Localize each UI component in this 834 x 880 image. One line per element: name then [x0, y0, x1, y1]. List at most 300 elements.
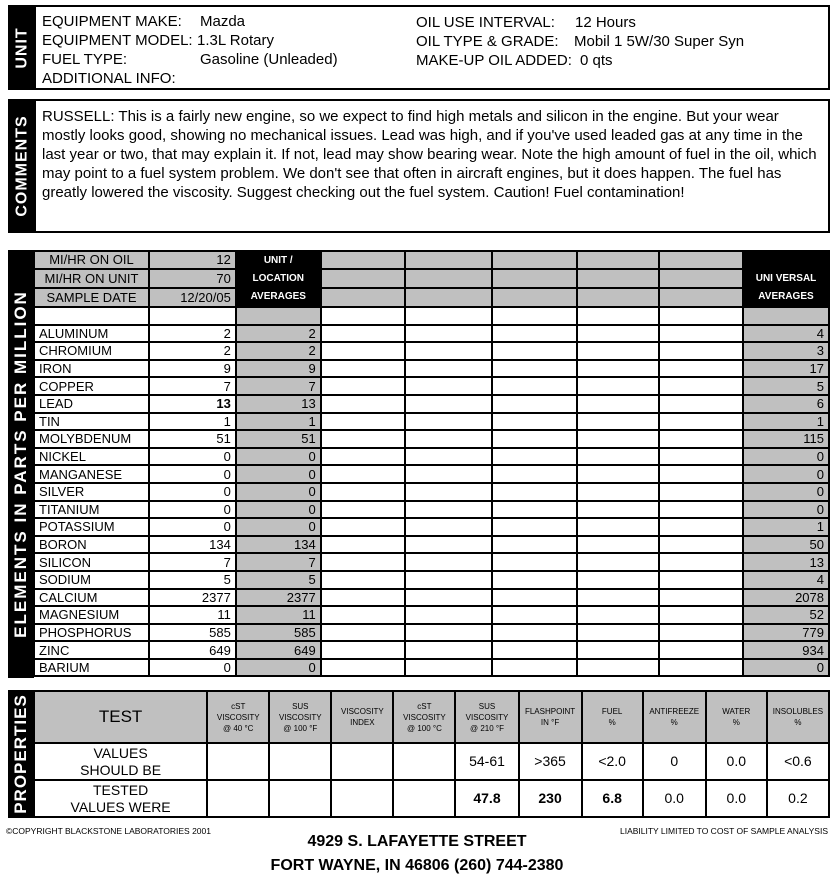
- header-line: FLASHPOINT: [524, 707, 576, 716]
- element-history-cell: [659, 589, 743, 607]
- element-history-cell: [492, 641, 577, 659]
- element-universal-average: 6: [743, 395, 829, 413]
- element-value: 134: [149, 536, 236, 554]
- element-history-cell: [492, 659, 577, 677]
- spacer-cell: [405, 307, 492, 325]
- equipment-make: EQUIPMENT MAKE: Mazda: [42, 13, 246, 30]
- element-history-cell: [321, 377, 406, 395]
- element-history-cell: [321, 589, 406, 607]
- tested-values-row: [34, 780, 829, 817]
- element-row: [34, 430, 829, 448]
- blank-sample-cell: [321, 288, 406, 307]
- element-row: [34, 659, 829, 677]
- element-name: ZINC: [34, 641, 149, 659]
- element-universal-average: 52: [743, 606, 829, 624]
- element-universal-average: 4: [743, 571, 829, 589]
- header-line: WATER: [722, 707, 751, 716]
- header-line: @ 40 °C: [223, 723, 254, 733]
- element-history-cell: [492, 589, 577, 607]
- property-value: 54-61: [455, 743, 518, 780]
- header-line: VISCOSITY: [216, 712, 260, 722]
- element-universal-average: 779: [743, 624, 829, 642]
- blank-sample-cell: [405, 251, 492, 269]
- element-history-cell: [492, 465, 577, 483]
- element-unit-average: 0: [236, 518, 321, 536]
- element-universal-average: 0: [743, 465, 829, 483]
- property-value: [269, 780, 331, 817]
- property-column-header: [393, 691, 455, 743]
- element-value: 0: [149, 659, 236, 677]
- element-history-cell: [405, 589, 492, 607]
- element-history-cell: [405, 360, 492, 378]
- property-column-header: [455, 691, 518, 743]
- element-row: [34, 395, 829, 413]
- element-value: 7: [149, 377, 236, 395]
- property-column-header: [269, 691, 331, 743]
- element-name: PHOSPHORUS: [34, 624, 149, 642]
- element-history-cell: [321, 641, 406, 659]
- element-name: MOLYBDENUM: [34, 430, 149, 448]
- property-value: <2.0: [582, 743, 643, 780]
- element-name: ALUMINUM: [34, 325, 149, 343]
- element-unit-average: 0: [236, 483, 321, 501]
- address-line-1: 4929 S. LAFAYETTE STREET: [307, 833, 527, 850]
- element-history-cell: [659, 536, 743, 554]
- header-line: VISCOSITY: [403, 712, 446, 722]
- element-history-cell: [577, 377, 660, 395]
- element-name: SILVER: [34, 483, 149, 501]
- element-unit-average: 649: [236, 641, 321, 659]
- sample-info-row: [34, 269, 829, 288]
- property-column-header: [643, 691, 706, 743]
- sample-info-label: MI/HR ON UNIT: [34, 269, 149, 288]
- element-value: 9: [149, 360, 236, 378]
- element-value: 0: [149, 448, 236, 466]
- element-history-cell: [492, 624, 577, 642]
- element-row: [34, 325, 829, 343]
- element-history-cell: [405, 395, 492, 413]
- spacer-cell: [149, 307, 236, 325]
- element-name: BORON: [34, 536, 149, 554]
- element-row: [34, 483, 829, 501]
- blank-sample-cell: [321, 269, 406, 288]
- blank-sample-cell: [577, 269, 660, 288]
- element-universal-average: 0: [743, 659, 829, 677]
- blank-sample-cell: [321, 251, 406, 269]
- element-universal-average: 17: [743, 360, 829, 378]
- element-history-cell: [405, 659, 492, 677]
- element-history-cell: [405, 624, 492, 642]
- element-unit-average: 13: [236, 395, 321, 413]
- element-history-cell: [321, 360, 406, 378]
- properties-table: [33, 690, 830, 818]
- element-row: [34, 589, 829, 607]
- element-row: [34, 624, 829, 642]
- sample-info-value: 70: [149, 269, 236, 288]
- element-history-cell: [659, 413, 743, 431]
- element-name: TIN: [34, 413, 149, 431]
- element-history-cell: [405, 413, 492, 431]
- element-history-cell: [321, 430, 406, 448]
- element-history-cell: [321, 606, 406, 624]
- spacer-cell: [34, 307, 149, 325]
- element-universal-average: 2078: [743, 589, 829, 607]
- element-history-cell: [321, 624, 406, 642]
- element-row: [34, 571, 829, 589]
- element-name: TITANIUM: [34, 501, 149, 519]
- unit-section: [8, 5, 830, 90]
- element-name: CHROMIUM: [34, 342, 149, 360]
- additional-info: ADDITIONAL INFO:: [42, 70, 176, 87]
- header-line: ANTIFREEZE: [649, 707, 700, 716]
- property-value: 6.8: [582, 780, 643, 817]
- property-column-header: [767, 691, 829, 743]
- elements-section-label: ELEMENTS IN PARTS PER MILLION: [8, 250, 34, 678]
- element-history-cell: [659, 483, 743, 501]
- property-value: >365: [519, 743, 582, 780]
- element-history-cell: [405, 606, 492, 624]
- element-universal-average: 0: [743, 448, 829, 466]
- element-history-cell: [405, 325, 492, 343]
- element-history-cell: [577, 571, 660, 589]
- element-universal-average: 115: [743, 430, 829, 448]
- element-history-cell: [577, 325, 660, 343]
- element-unit-average: 0: [236, 659, 321, 677]
- row-label-line: VALUES: [93, 744, 148, 761]
- element-history-cell: [492, 413, 577, 431]
- element-history-cell: [405, 465, 492, 483]
- header-line: @ 100 °C: [406, 723, 442, 733]
- header-line: SUS: [292, 701, 309, 711]
- element-unit-average: 585: [236, 624, 321, 642]
- element-universal-average: 5: [743, 377, 829, 395]
- element-history-cell: [577, 501, 660, 519]
- header-line: UNI VERSAL: [755, 272, 817, 284]
- element-name: COPPER: [34, 377, 149, 395]
- element-unit-average: 5: [236, 571, 321, 589]
- element-history-cell: [405, 571, 492, 589]
- element-history-cell: [492, 360, 577, 378]
- element-history-cell: [321, 483, 406, 501]
- spacer-cell: [321, 307, 406, 325]
- universal-header-top: [743, 251, 829, 269]
- element-history-cell: [659, 377, 743, 395]
- element-history-cell: [659, 448, 743, 466]
- element-history-cell: [321, 501, 406, 519]
- element-name: SILICON: [34, 553, 149, 571]
- element-history-cell: [492, 430, 577, 448]
- property-column-header: [207, 691, 269, 743]
- element-row: [34, 377, 829, 395]
- element-row: [34, 606, 829, 624]
- element-value: 7: [149, 553, 236, 571]
- elements-section: [8, 250, 830, 678]
- element-universal-average: 1: [743, 518, 829, 536]
- element-history-cell: [577, 624, 660, 642]
- spacer-cell: [743, 307, 829, 325]
- element-unit-average: 0: [236, 448, 321, 466]
- header-line: VISCOSITY: [341, 707, 384, 716]
- element-history-cell: [577, 430, 660, 448]
- element-history-cell: [492, 483, 577, 501]
- properties-section: [8, 690, 830, 818]
- element-history-cell: [321, 571, 406, 589]
- element-history-cell: [659, 659, 743, 677]
- blank-sample-cell: [659, 251, 743, 269]
- element-unit-average: 134: [236, 536, 321, 554]
- element-history-cell: [492, 606, 577, 624]
- element-history-cell: [577, 395, 660, 413]
- header-line: SUS: [478, 701, 496, 711]
- header-line: INSOLUBLES: [772, 707, 824, 716]
- element-history-cell: [659, 624, 743, 642]
- header-line: INDEX: [350, 718, 375, 727]
- element-history-cell: [659, 430, 743, 448]
- element-history-cell: [321, 448, 406, 466]
- element-history-cell: [659, 518, 743, 536]
- blank-sample-cell: [659, 269, 743, 288]
- element-history-cell: [405, 501, 492, 519]
- element-unit-average: 0: [236, 465, 321, 483]
- spacer-cell: [577, 307, 660, 325]
- element-history-cell: [659, 325, 743, 343]
- element-universal-average: 0: [743, 483, 829, 501]
- universal-averages-header: [743, 269, 829, 307]
- element-value: 2377: [149, 589, 236, 607]
- element-history-cell: [659, 553, 743, 571]
- blank-sample-cell: [577, 288, 660, 307]
- property-column-header: [582, 691, 643, 743]
- element-history-cell: [321, 553, 406, 571]
- element-row: [34, 448, 829, 466]
- sample-info-value: 12: [149, 251, 236, 269]
- property-value: [207, 780, 269, 817]
- element-name: CALCIUM: [34, 589, 149, 607]
- element-history-cell: [405, 377, 492, 395]
- property-value: [207, 743, 269, 780]
- property-value: 47.8: [455, 780, 518, 817]
- spacer-cell: [492, 307, 577, 325]
- element-history-cell: [321, 536, 406, 554]
- unit-location-averages-header: [236, 251, 321, 307]
- element-history-cell: [492, 377, 577, 395]
- element-unit-average: 11: [236, 606, 321, 624]
- header-line: FUEL: [601, 707, 623, 716]
- element-history-cell: [492, 518, 577, 536]
- property-column-header: [519, 691, 582, 743]
- element-history-cell: [659, 465, 743, 483]
- header-line: %: [794, 718, 802, 727]
- header-line: AVERAGES: [758, 290, 814, 302]
- element-history-cell: [321, 413, 406, 431]
- element-history-cell: [405, 518, 492, 536]
- element-history-cell: [659, 641, 743, 659]
- element-name: NICKEL: [34, 448, 149, 466]
- element-value: 0: [149, 465, 236, 483]
- element-history-cell: [659, 360, 743, 378]
- property-value: [393, 743, 455, 780]
- property-value: [393, 780, 455, 817]
- sample-info-row: [34, 251, 829, 269]
- property-value: [331, 780, 393, 817]
- element-history-cell: [577, 518, 660, 536]
- element-value: 0: [149, 518, 236, 536]
- element-row: [34, 641, 829, 659]
- header-line: cST: [231, 701, 246, 711]
- element-row: [34, 360, 829, 378]
- elements-table: [33, 250, 830, 677]
- header-line: %: [608, 718, 616, 727]
- element-row: [34, 518, 829, 536]
- sample-info-label: MI/HR ON OIL: [34, 251, 149, 269]
- element-history-cell: [405, 448, 492, 466]
- header-line: UNIT /: [263, 255, 293, 266]
- blank-sample-cell: [405, 269, 492, 288]
- element-row: [34, 342, 829, 360]
- element-history-cell: [659, 395, 743, 413]
- element-name: LEAD: [34, 395, 149, 413]
- element-history-cell: [321, 659, 406, 677]
- element-history-cell: [577, 413, 660, 431]
- header-line: %: [732, 718, 740, 727]
- blank-sample-cell: [492, 288, 577, 307]
- header-line: VISCOSITY: [278, 712, 322, 722]
- header-line: cST: [417, 701, 432, 711]
- blank-sample-cell: [405, 288, 492, 307]
- element-history-cell: [405, 553, 492, 571]
- element-universal-average: 3: [743, 342, 829, 360]
- element-history-cell: [405, 342, 492, 360]
- spacer-row: [34, 307, 829, 325]
- property-value: 0.0: [706, 743, 767, 780]
- element-history-cell: [405, 483, 492, 501]
- element-history-cell: [659, 571, 743, 589]
- copyright-text: ©COPYRIGHT BLACKSTONE LABORATORIES 2001: [6, 826, 211, 836]
- element-value: 51: [149, 430, 236, 448]
- element-value: 0: [149, 483, 236, 501]
- element-unit-average: 2: [236, 325, 321, 343]
- element-unit-average: 9: [236, 360, 321, 378]
- header-line: LOCATION: [252, 273, 304, 284]
- element-history-cell: [492, 448, 577, 466]
- property-column-header: [706, 691, 767, 743]
- header-line: VISCOSITY: [465, 712, 509, 722]
- blank-sample-cell: [577, 251, 660, 269]
- equipment-model: EQUIPMENT MODEL: 1.3L Rotary: [42, 32, 274, 49]
- element-history-cell: [577, 360, 660, 378]
- property-value: 0.2: [767, 780, 829, 817]
- element-name: POTASSIUM: [34, 518, 149, 536]
- element-value: 649: [149, 641, 236, 659]
- makeup-oil-added: MAKE-UP OIL ADDED: 0 qts: [416, 52, 613, 69]
- element-unit-average: 7: [236, 377, 321, 395]
- element-value: 0: [149, 501, 236, 519]
- blank-sample-cell: [492, 251, 577, 269]
- row-label-line: SHOULD BE: [80, 761, 162, 778]
- element-value: 11: [149, 606, 236, 624]
- liability-text: LIABILITY LIMITED TO COST OF SAMPLE ANALYSIS: [619, 826, 828, 836]
- element-history-cell: [321, 518, 406, 536]
- properties-header-row: [34, 691, 829, 743]
- property-value: 0: [643, 743, 706, 780]
- element-history-cell: [405, 536, 492, 554]
- element-row: [34, 465, 829, 483]
- element-unit-average: 1: [236, 413, 321, 431]
- element-value: 13: [149, 395, 236, 413]
- element-unit-average: 2: [236, 342, 321, 360]
- comments-section: [8, 99, 830, 233]
- element-history-cell: [492, 501, 577, 519]
- row-label-line: VALUES WERE: [70, 798, 171, 815]
- element-history-cell: [577, 536, 660, 554]
- element-history-cell: [492, 536, 577, 554]
- header-line: %: [670, 718, 678, 727]
- test-header: TEST: [34, 691, 207, 743]
- element-history-cell: [492, 342, 577, 360]
- element-history-cell: [405, 430, 492, 448]
- element-history-cell: [659, 501, 743, 519]
- element-history-cell: [321, 325, 406, 343]
- element-universal-average: 934: [743, 641, 829, 659]
- sample-info-label: SAMPLE DATE: [34, 288, 149, 307]
- element-name: BARIUM: [34, 659, 149, 677]
- comments-text: RUSSELL: This is a fairly new engine, so we expect to find high metals and silicon in the engine. But your wear mostly looks good, showing no mechanical issues. Lead was high, and if you've used leaded gas at any time in the last year or two, that may explain it. If not, lead may show bearing wear. Note the high amount of fuel in the oil, which may point to a fuel system problem. We don't see that often in aircraft engines, but it does happen. The fuel has greatly lowered the viscosity. Suggest checking out the fuel system. Caution! Fuel contamination!: [42, 108, 817, 201]
- spacer-cell: [236, 307, 321, 325]
- spacer-cell: [659, 307, 743, 325]
- element-value: 2: [149, 325, 236, 343]
- element-universal-average: 50: [743, 536, 829, 554]
- property-column-header: [331, 691, 393, 743]
- element-history-cell: [577, 659, 660, 677]
- oil-type-grade: OIL TYPE & GRADE: Mobil 1 5W/30 Super Syn: [416, 33, 745, 50]
- element-history-cell: [492, 325, 577, 343]
- element-history-cell: [659, 606, 743, 624]
- fuel-type: FUEL TYPE: Gasoline (Unleaded): [42, 51, 338, 68]
- element-universal-average: 4: [743, 325, 829, 343]
- element-row: [34, 501, 829, 519]
- element-unit-average: 0: [236, 501, 321, 519]
- element-history-cell: [405, 641, 492, 659]
- element-name: MAGNESIUM: [34, 606, 149, 624]
- element-universal-average: 13: [743, 553, 829, 571]
- element-history-cell: [577, 641, 660, 659]
- element-name: MANGANESE: [34, 465, 149, 483]
- element-history-cell: [577, 606, 660, 624]
- property-value: 0.0: [706, 780, 767, 817]
- element-history-cell: [577, 465, 660, 483]
- header-line: AVERAGES: [250, 291, 306, 302]
- element-row: [34, 536, 829, 554]
- element-history-cell: [577, 553, 660, 571]
- element-unit-average: 7: [236, 553, 321, 571]
- element-unit-average: 51: [236, 430, 321, 448]
- element-history-cell: [321, 395, 406, 413]
- element-history-cell: [577, 589, 660, 607]
- sample-info-value: 12/20/05: [149, 288, 236, 307]
- header-line: @ 100 °F: [283, 723, 318, 733]
- element-row: [34, 413, 829, 431]
- row-label: [34, 743, 207, 780]
- header-line: @ 210 °F: [469, 723, 504, 733]
- element-history-cell: [492, 395, 577, 413]
- property-value: 0.0: [643, 780, 706, 817]
- property-value: [269, 743, 331, 780]
- element-history-cell: [577, 448, 660, 466]
- oil-use-interval: OIL USE INTERVAL: 12 Hours: [416, 14, 636, 31]
- values-should-be-row: [34, 743, 829, 780]
- element-value: 585: [149, 624, 236, 642]
- element-history-cell: [321, 342, 406, 360]
